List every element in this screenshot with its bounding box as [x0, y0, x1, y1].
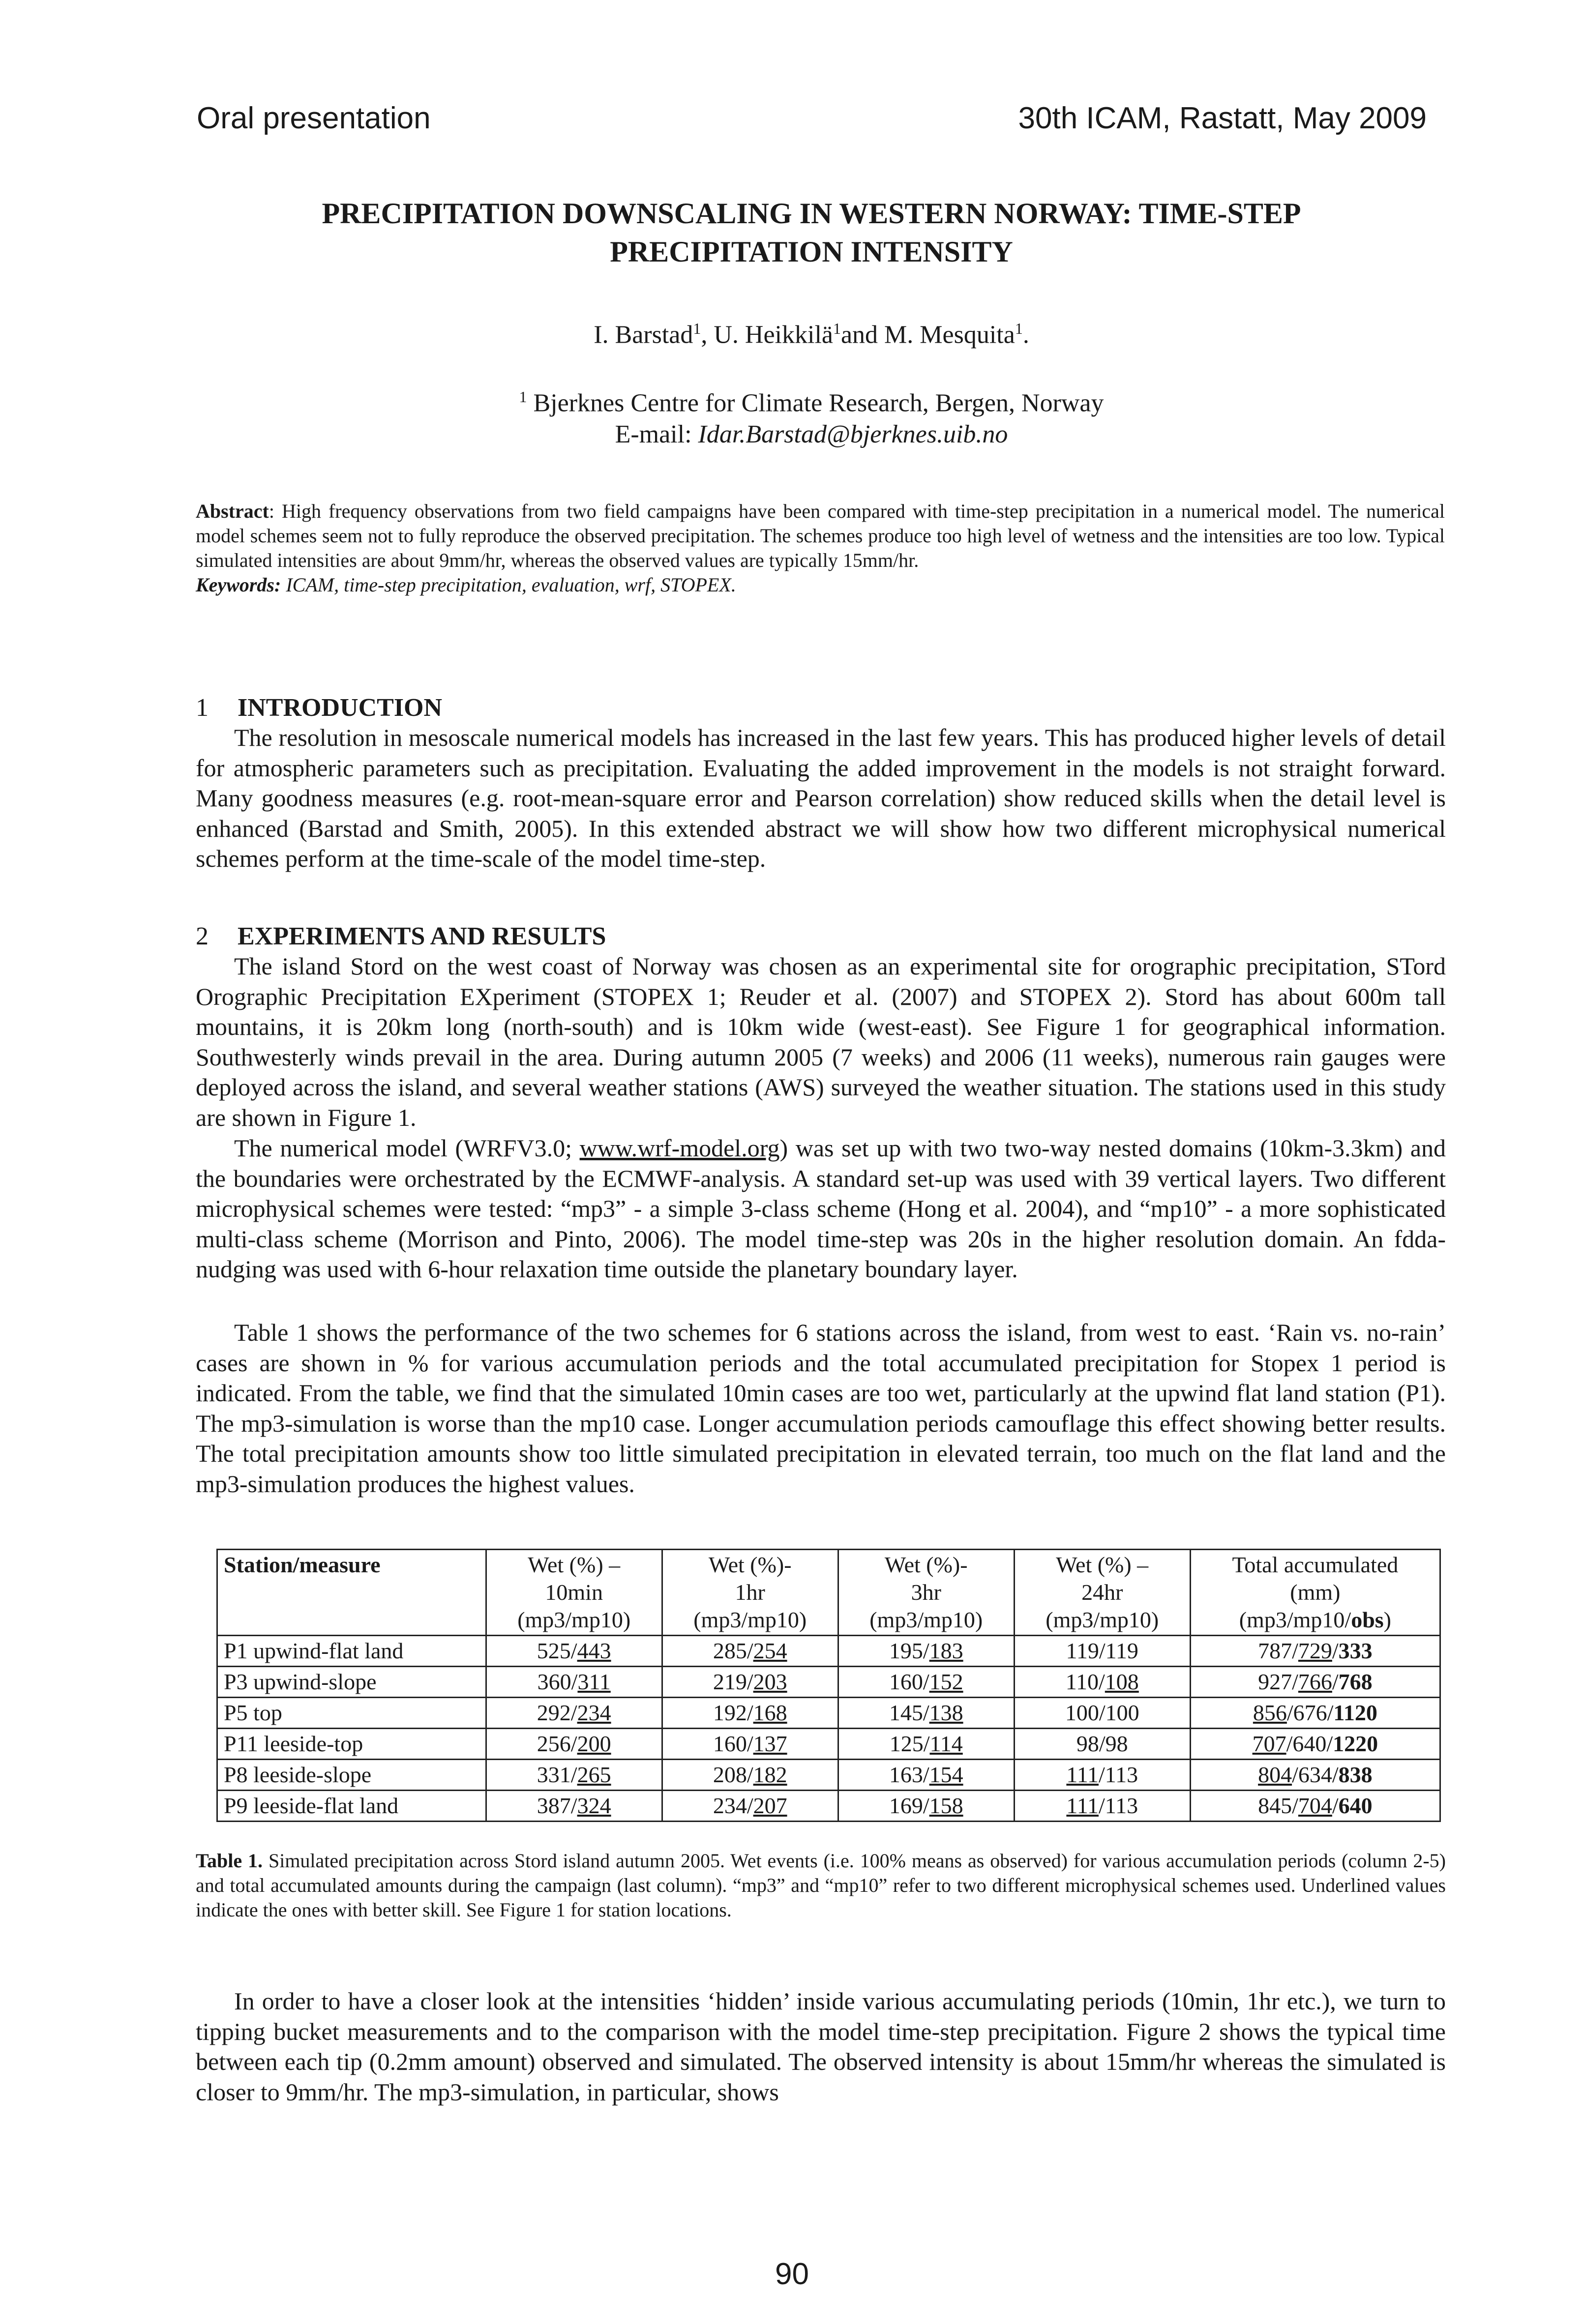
- table-cell: 787/729/333: [1190, 1636, 1440, 1667]
- table-cell: 927/766/768: [1190, 1667, 1440, 1698]
- table-cell: 98/98: [1014, 1729, 1190, 1760]
- table-cell: 845/704/640: [1190, 1791, 1440, 1822]
- email-address: Idar.Barstad@bjerknes.uib.no: [698, 420, 1008, 449]
- title-line-1: PRECIPITATION DOWNSCALING IN WESTERN NORWAY: TIME-STEP: [322, 197, 1301, 230]
- section-number: 1: [196, 694, 209, 722]
- table-caption: [196, 1849, 1446, 1922]
- table-row: [217, 1636, 1440, 1667]
- table-cell: 100/100: [1014, 1698, 1190, 1729]
- table-cell: 160/152: [838, 1667, 1014, 1698]
- author-tail: .: [1022, 321, 1029, 349]
- email-line: [148, 419, 1475, 450]
- table-cell: 256/200: [486, 1729, 662, 1760]
- section-title: INTRODUCTION: [238, 694, 443, 722]
- table-cell: 160/137: [662, 1729, 838, 1760]
- table-cell: 169/158: [838, 1791, 1014, 1822]
- table-cell: 387/324: [486, 1791, 662, 1822]
- table-cell: P8 leeside-slope: [217, 1760, 486, 1791]
- table-cell: 125/114: [838, 1729, 1014, 1760]
- author-2-affil-mark: 1: [833, 320, 841, 337]
- table-cell: 119/119: [1014, 1636, 1190, 1667]
- table-row: [217, 1698, 1440, 1729]
- experiments-paragraph-2: [196, 1133, 1446, 1285]
- intro-paragraph: The resolution in mesoscale numerical models has increased in the last few years. This has produced higher levels of detail for atmospheric parameters such as precipitation. Evaluating the added improvement in the models is not straight forward. Many goodness measures (e.g. root-mean-square error and Pearson correlation) show reduced skills when the detail level is enhanced (Barstad and Smith, 2005). In this extended abstract we will show how two different microphysical numerical schemes perform at the time-scale of the model time-step.: [196, 724, 1446, 872]
- keywords-text: ICAM, time-step precipitation, evaluation, wrf, STOPEX.: [281, 574, 736, 596]
- col-header-wet-1hr: Wet (%)- 1hr (mp3/mp10): [662, 1550, 838, 1636]
- table-cell: 111/113: [1014, 1760, 1190, 1791]
- caption-text: Simulated precipitation across Stord island autumn 2005. Wet events (i.e. 100% means as observed) for various accumulation periods (column 2-5) and total accumulated amounts during the campaign (last column). “mp3” and “mp10” refer to two different microphysical schemes used. Underlined values indicate the ones with better skill. See Figure 1 for station locations.: [196, 1850, 1446, 1921]
- experiments-paragraph-3: Table 1 shows the performance of the two schemes for 6 stations across the island, from west to east. ‘Rain vs. no-rain’ cases are shown in % for various accumulation periods and the total accumulated precipitation for Stopex 1 period is indicated. From the table, we find that the simulated 10min cases are too wet, particularly at the upwind flat land station (P1). The mp3-simulation is worse than the mp10 case. Longer accumulation periods camouflage this effect showing better results. The total precipitation amounts show too little simulated precipitation in elevated terrain, too much on the flat land and the mp3-simulation produces the highest values.: [196, 1319, 1446, 1498]
- col-header-total: Total accumulated (mm) (mp3/mp10/obs): [1190, 1550, 1440, 1636]
- table-cell: P1 upwind-flat land: [217, 1636, 486, 1667]
- table-cell: 234/207: [662, 1791, 838, 1822]
- caption-label: Table 1.: [196, 1850, 263, 1872]
- abstract: [196, 499, 1445, 597]
- table-row: [217, 1760, 1440, 1791]
- wrf-model-link[interactable]: www.wrf-model.org: [579, 1134, 780, 1162]
- table-cell: 219/203: [662, 1667, 838, 1698]
- table-cell: P9 leeside-flat land: [217, 1791, 486, 1822]
- author-list: [148, 320, 1475, 349]
- experiments-paragraph-4: In order to have a closer look at the intensities ‘hidden’ inside various accumulating periods (10min, 1hr etc.), we turn to tipping bucket measurements and to the comparison with the model time-step precipitation. Figure 2 shows the typical time between each tip (0.2mm amount) observed and simulated. The observed intensity is about 15mm/hr whereas the simulated is closer to 9mm/hr. The mp3-simulation, in particular, shows: [196, 1987, 1446, 2106]
- col-header-wet-10min: Wet (%) – 10min (mp3/mp10): [486, 1550, 662, 1636]
- affiliation: [148, 381, 1475, 450]
- col-header-wet-3hr: Wet (%)- 3hr (mp3/mp10): [838, 1550, 1014, 1636]
- table-cell: 331/265: [486, 1760, 662, 1791]
- table-cell: 804/634/838: [1190, 1760, 1440, 1791]
- table-cell: P11 leeside-top: [217, 1729, 486, 1760]
- page-number: 90: [775, 2257, 809, 2291]
- experiments-paragraph-1: The island Stord on the west coast of Norway was chosen as an experimental site for orographic precipitation, STord Orographic Precipitation EXperiment (STOPEX 1; Reuder et al. (2007) and STOPEX 2). Stord has about 600m tall mountains, it is 20km long (north-south) and is 10km wide (west-east). See Figure 1 for geographical information. Southwesterly winds prevail in the area. During autumn 2005 (7 weeks) and 2006 (11 weeks), numerous rain gauges were deployed across the island, and several weather stations (AWS) surveyed the weather situation. The stations used in this study are shown in Figure 1.: [196, 952, 1446, 1131]
- table-cell: P5 top: [217, 1698, 486, 1729]
- table-cell: 292/234: [486, 1698, 662, 1729]
- table-cell: 195/183: [838, 1636, 1014, 1667]
- table-cell: 525/443: [486, 1636, 662, 1667]
- table-cell: 707/640/1220: [1190, 1729, 1440, 1760]
- table-cell: 208/182: [662, 1760, 838, 1791]
- affiliation-text: Bjerknes Centre for Climate Research, Bergen, Norway: [527, 389, 1104, 417]
- abstract-label: Abstract: [196, 500, 269, 522]
- paper-title: [148, 194, 1475, 271]
- table-cell: 111/113: [1014, 1791, 1190, 1822]
- title-line-2: PRECIPITATION INTENSITY: [610, 235, 1013, 268]
- p2-text-b: ) was set up with two two-way nested domains (10km-3.3km) and the boundaries were orchestrated by the ECMWF-analysis. A standard set-up was used with 39 vertical layers. Two different microphysical schemes were tested: “mp3” - a simple 3-class scheme (Hong et al. 2004), and “mp10” - a more sophisticated multi-class scheme (Morrison and Pinto, 2006). The model time-step was 20s in the higher resolution domain. An fdda-nudging was used with 6-hour relaxation time outside the planetary boundary layer.: [196, 1134, 1446, 1283]
- table-cell: P3 upwind-slope: [217, 1667, 486, 1698]
- author-2: , U. Heikkilä: [701, 321, 833, 349]
- affiliation-line: [148, 381, 1475, 419]
- table-cell: 163/154: [838, 1760, 1014, 1791]
- keywords-label: Keywords:: [196, 574, 281, 596]
- table-cell: 856/676/1120: [1190, 1698, 1440, 1729]
- table-row: [217, 1729, 1440, 1760]
- table-row: [217, 1791, 1440, 1822]
- section-title: EXPERIMENTS AND RESULTS: [238, 922, 606, 950]
- section-heading-experiments: [196, 922, 606, 951]
- table-row: [217, 1667, 1440, 1698]
- header-left: Oral presentation: [197, 101, 431, 135]
- table-cell: 285/254: [662, 1636, 838, 1667]
- header-right: 30th ICAM, Rastatt, May 2009: [1018, 101, 1427, 135]
- section-heading-introduction: [196, 693, 442, 722]
- table-cell: 110/108: [1014, 1667, 1190, 1698]
- affiliation-mark: 1: [519, 388, 527, 406]
- author-1: I. Barstad: [594, 321, 693, 349]
- author-1-affil-mark: 1: [693, 320, 701, 337]
- author-3-affil-mark: 1: [1015, 320, 1023, 337]
- p2-text-a: The numerical model (WRFV3.0;: [234, 1134, 580, 1162]
- table-cell: 145/138: [838, 1698, 1014, 1729]
- table-cell: 360/311: [486, 1667, 662, 1698]
- table-cell: 192/168: [662, 1698, 838, 1729]
- table-header-row: [217, 1550, 1440, 1636]
- col-header-station: Station/measure: [217, 1550, 486, 1636]
- col-header-wet-24hr: Wet (%) – 24hr (mp3/mp10): [1014, 1550, 1190, 1636]
- abstract-text: : High frequency observations from two field campaigns have been compared with time-step precipitation in a numerical model. The numerical model schemes seem not to fully reproduce the observed precipitation. The schemes produce too high level of wetness and the intensities are too low. Typical simulated intensities are about 9mm/hr, whereas the observed values are typically 15mm/hr.: [196, 500, 1445, 571]
- author-3: and M. Mesquita: [840, 321, 1015, 349]
- results-table: [216, 1549, 1441, 1822]
- section-number: 2: [196, 922, 209, 950]
- email-label: E-mail:: [615, 420, 698, 449]
